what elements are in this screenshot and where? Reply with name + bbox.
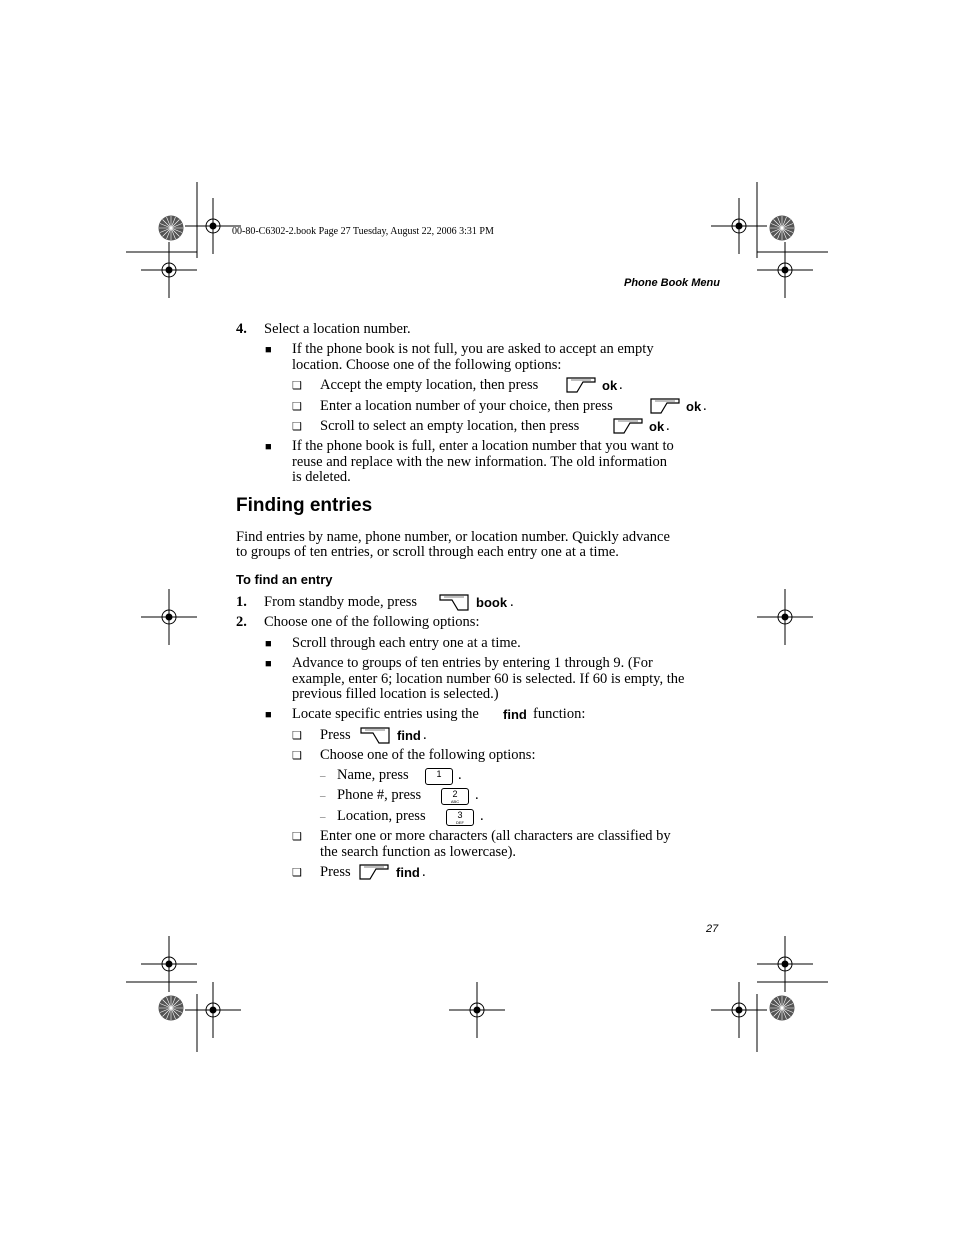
step-number: 4.: [236, 321, 247, 337]
period: .: [510, 594, 514, 610]
option-text: Choose one of the following options:: [320, 747, 536, 763]
option-text: the search function as lowercase).: [320, 844, 517, 860]
running-title: Phone Book Menu: [624, 277, 720, 289]
left-softkey-icon: [360, 727, 390, 744]
period: .: [480, 808, 484, 824]
right-softkey-icon: [613, 418, 643, 434]
softkey-label: ok: [602, 378, 618, 393]
bullet-icon: ■: [265, 638, 272, 650]
softkey-label: ok: [649, 419, 665, 434]
bullet-icon: ■: [265, 709, 272, 721]
star-target-icon: [159, 996, 184, 1021]
bullet-text: example, enter 6; location number 60 is selected. If 60 is empty, the: [292, 671, 685, 687]
checkbox-bullet-icon: ❑: [292, 867, 302, 879]
period: .: [666, 418, 670, 434]
bullet-icon: ■: [265, 658, 272, 670]
print-header: 00-80-C6302-2.book Page 27 Tuesday, August 22, 2006 3:31 PM: [232, 226, 494, 237]
registration-mark-icon: [711, 982, 767, 1038]
star-target-icon: [159, 216, 184, 241]
registration-mark-icon: [757, 589, 813, 645]
right-softkey-icon: [650, 398, 680, 414]
bullet-text: is deleted.: [292, 469, 351, 485]
checkbox-bullet-icon: ❑: [292, 401, 302, 413]
step-text: Select a location number.: [264, 321, 411, 337]
intro-text: to groups of ten entries, or scroll through each entry one at a time.: [236, 544, 619, 560]
dash-bullet-icon: –: [320, 790, 326, 802]
softkey-label: find: [396, 865, 420, 880]
bullet-icon: ■: [265, 344, 272, 356]
bullet-text: previous filled location is selected.): [292, 686, 499, 702]
period: .: [619, 377, 623, 393]
bullet-text: If the phone book is not full, you are asked to accept an empty: [292, 341, 654, 357]
registration-mark-icon: [711, 198, 767, 254]
option-text: Enter a location number of your choice, then press: [320, 398, 613, 414]
dash-bullet-icon: –: [320, 770, 326, 782]
period: .: [703, 398, 707, 414]
checkbox-bullet-icon: ❑: [292, 380, 302, 392]
right-softkey-icon: [359, 864, 389, 880]
checkbox-bullet-icon: ❑: [292, 730, 302, 742]
period: .: [423, 727, 427, 743]
bullet-text: Locate specific entries using the: [292, 706, 479, 722]
option-text: Scroll to select an empty location, then press: [320, 418, 580, 434]
period: .: [475, 787, 479, 803]
bullet-text: Advance to groups of ten entries by entering 1 through 9. (For: [292, 655, 653, 671]
period: .: [458, 767, 462, 783]
bullet-text: reuse and replace with the new information. The old information: [292, 454, 668, 470]
star-target-icon: [770, 996, 795, 1021]
registration-mark-icon: [141, 936, 197, 992]
option-text: Press: [320, 727, 351, 743]
option-text: Phone #, press: [337, 787, 422, 803]
function-name: find: [503, 707, 527, 722]
registration-mark-icon: [757, 936, 813, 992]
step-text: Choose one of the following options:: [264, 614, 480, 630]
softkey-label: ok: [686, 399, 702, 414]
section-title: Finding entries: [236, 495, 373, 516]
softkey-label: find: [397, 728, 421, 743]
softkey-label: book: [476, 595, 508, 610]
right-softkey-icon: [566, 377, 596, 393]
option-text: Accept the empty location, then press: [320, 377, 539, 393]
registration-mark-icon: [757, 242, 813, 298]
subsection-title: To find an entry: [236, 572, 333, 587]
checkbox-bullet-icon: ❑: [292, 750, 302, 762]
option-text: Enter one or more characters (all characters are classified by: [320, 828, 671, 844]
step-number: 2.: [236, 614, 247, 630]
step-number: 1.: [236, 594, 247, 610]
bullet-text: function:: [533, 706, 586, 722]
dash-bullet-icon: –: [320, 811, 326, 823]
bullet-text: Scroll through each entry one at a time.: [292, 635, 521, 651]
key-1-icon: 1: [425, 768, 453, 785]
star-target-icon: [770, 216, 795, 241]
registration-mark-icon: [141, 242, 197, 298]
page-number: 27: [706, 923, 719, 935]
checkbox-bullet-icon: ❑: [292, 831, 302, 843]
bullet-text: If the phone book is full, enter a location number that you want to: [292, 438, 674, 454]
option-text: Location, press: [337, 808, 426, 824]
bullet-icon: ■: [265, 441, 272, 453]
key-3-icon: 3 DEF: [446, 809, 474, 826]
step-text: From standby mode, press: [264, 594, 418, 610]
intro-text: Find entries by name, phone number, or location number. Quickly advance: [236, 529, 670, 545]
period: .: [422, 864, 426, 880]
registration-mark-icon: [185, 982, 241, 1038]
option-text: Press: [320, 864, 351, 880]
option-text: Name, press: [337, 767, 409, 783]
registration-mark-icon: [449, 982, 505, 1038]
key-2-icon: 2 ABC: [441, 788, 469, 805]
bullet-text: location. Choose one of the following options:: [292, 357, 562, 373]
registration-mark-icon: [141, 589, 197, 645]
left-softkey-icon: [439, 594, 469, 611]
checkbox-bullet-icon: ❑: [292, 421, 302, 433]
